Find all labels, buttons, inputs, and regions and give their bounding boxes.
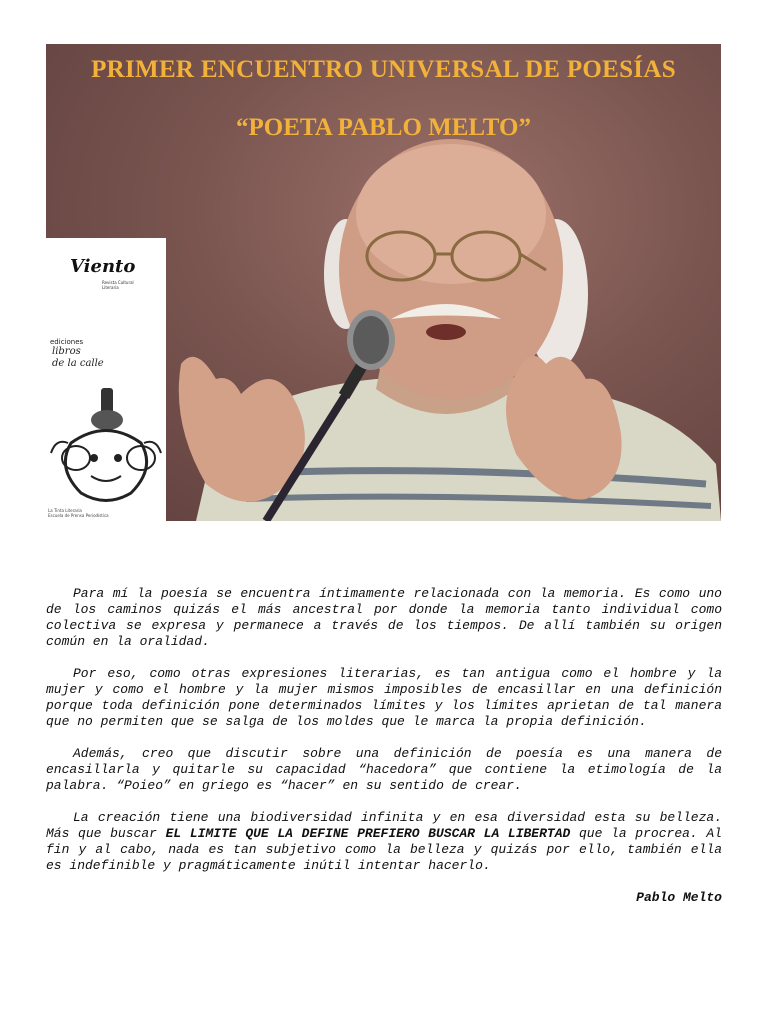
libros-logo-ediciones: ediciones — [50, 338, 84, 346]
banner-subtitle: “POETA PABLO MELTO” — [236, 114, 531, 141]
ink-illustration-logo — [46, 388, 166, 508]
article-body — [46, 586, 722, 906]
libros-de-la-calle-logo: libros de la calle — [52, 346, 104, 369]
sponsor-logos — [46, 238, 166, 521]
paragraph-1: Para mí la poesía se encuentra íntimamente relacionada con la memoria. Es como uno de los caminos quizás el más ancestral por donde la memoria tanto individual como colectiva se expresa y permanece a través de los tiempos. De allí también su origen común en la oralidad. — [46, 586, 722, 649]
author-signature: Pablo Melto — [636, 890, 722, 905]
ink-illustration-caption: La Tinta Literaria Escuela de Prensa Periodística — [48, 508, 109, 518]
paragraph-2: Por eso, como otras expresiones literarias, es tan antigua como el hombre y la mujer y como el hombre y la mujer mismos imposibles de encasillar en una definición porque toda definición pone determinados límites y los límites aprietan de tal manera que no permiten que se salga de los moldes que le marca la propia definición. — [46, 666, 722, 729]
banner-title: PRIMER ENCUENTRO UNIVERSAL DE POESÍAS — [91, 56, 676, 83]
header-banner — [46, 44, 721, 521]
viento-logo-subtitle: Revista Cultural Literaria — [102, 280, 134, 290]
paragraph-3: Además, creo que discutir sobre una definición de poesía es una manera de encasillarla y quitarle su capacidad “hacedora” que contiene la etimología de la palabra. “Poieo” en griego es “hacer” en su sentido de crear. — [46, 746, 722, 793]
paragraph-4: La creación tiene una biodiversidad infinita y en esa diversidad esta su belleza. Más que buscar EL LIMITE QUE LA DEFINE PREFIERO BUSCAR LA LIBERTAD que la procrea. Al fin y al cabo, nada es tan subjetivo como la belleza y quizás por ello, también ella es indefinible y pragmáticamente inútil intentar hacerlo. — [46, 810, 722, 873]
viento-logo: Viento — [70, 256, 136, 277]
emphasis-text: EL LIMITE QUE LA DEFINE PREFIERO BUSCAR LA LIBERTAD — [165, 826, 571, 841]
